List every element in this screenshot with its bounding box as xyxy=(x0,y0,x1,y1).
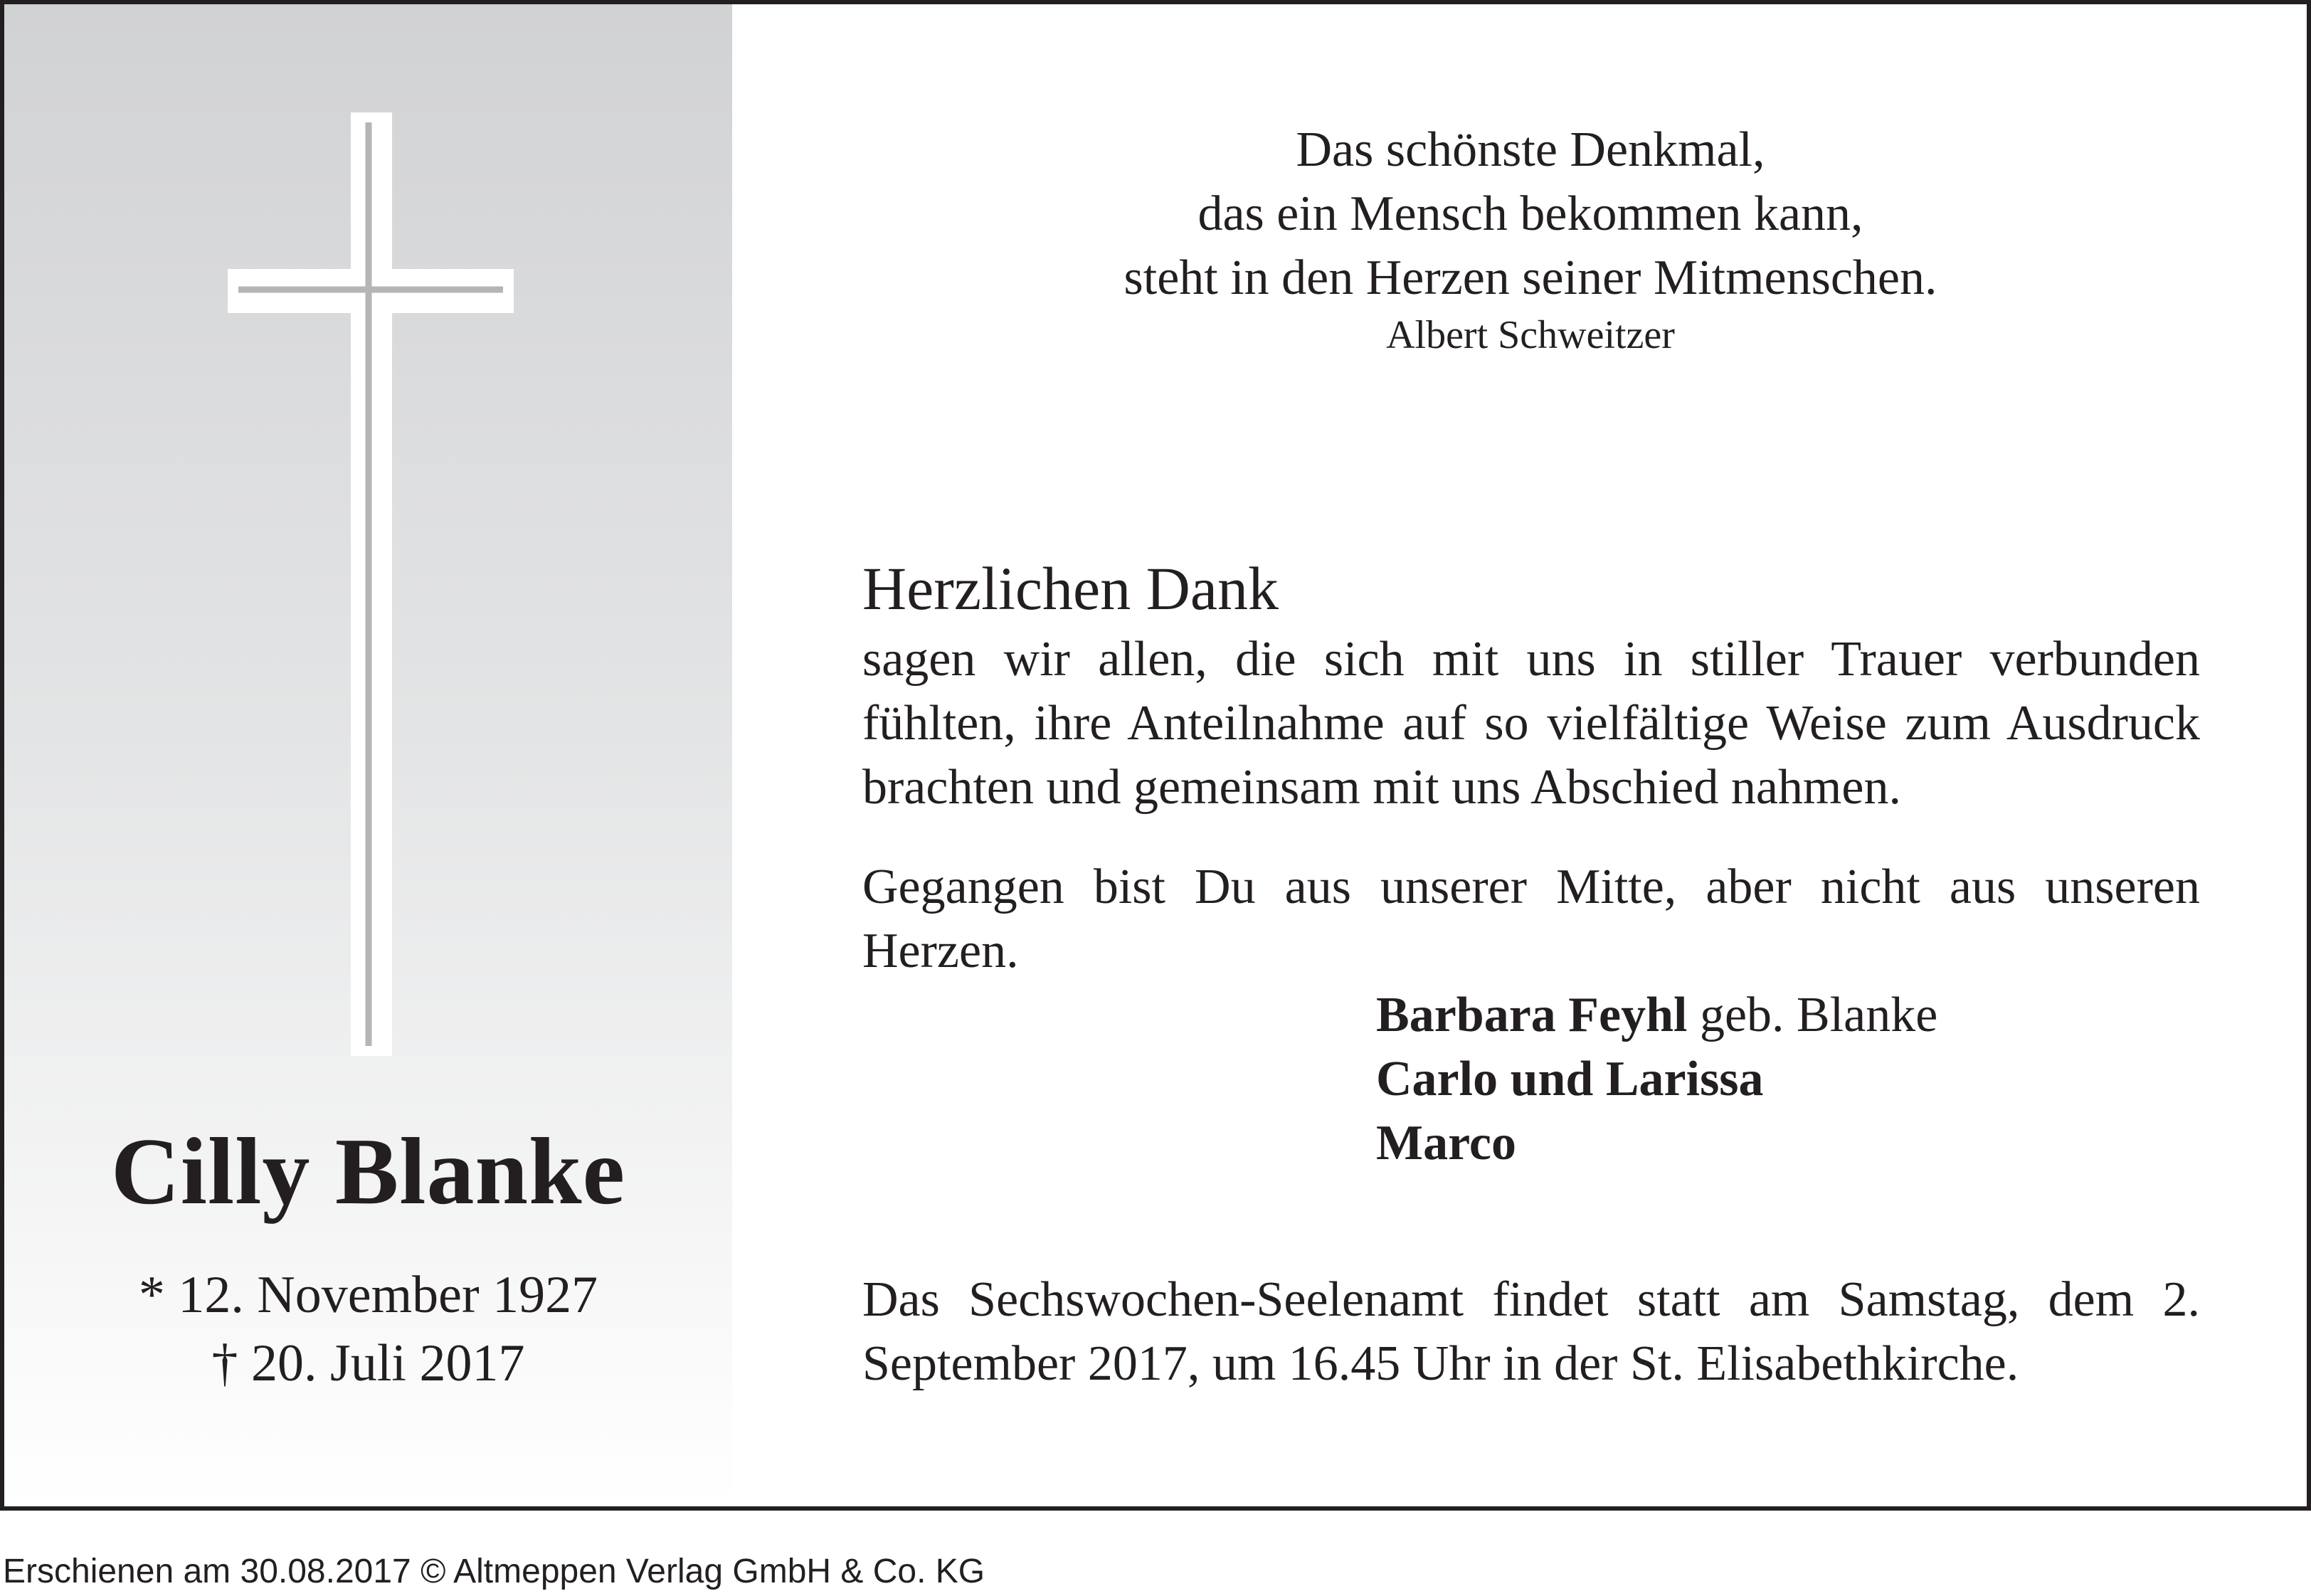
thanks-paragraph: sagen wir allen, die sich mit uns in stiller Trauer verbunden fühlten, ihre Anteilnahme auf so vielfältige Weise zum Ausdruck brachten und gemeinsam mit uns Abschied nahmen. xyxy=(862,632,2200,815)
farewell-paragraph: Gegangen bist Du aus unserer Mitte, aber nicht aus unseren Herzen. xyxy=(862,860,2200,978)
quote-author: Albert Schweitzer xyxy=(1386,313,1675,357)
left-panel xyxy=(4,4,732,1506)
publication-footer: Erschienen am 30.08.2017 © Altmeppen Verlag GmbH & Co. KG xyxy=(3,1553,985,1590)
quote-line: das ein Mensch bekommen kann, xyxy=(1197,186,1863,241)
quote-line: Das schönste Denkmal, xyxy=(1296,122,1765,177)
cross-icon xyxy=(4,4,732,1072)
quote xyxy=(879,118,2182,310)
signature-line xyxy=(1376,1047,1764,1111)
signature-line xyxy=(1376,983,1937,1047)
thanks-heading: Herzlichen Dank xyxy=(862,554,1279,623)
signature-name: Carlo und Larissa xyxy=(1376,1052,1764,1106)
deceased-name: Cilly Blanke xyxy=(110,1119,626,1224)
service-note: Das Sechswochen-Seelenamt findet statt am Samstag, dem 2. September 2017, um 16.45 Uhr in der St. Elisabethkirche. xyxy=(862,1272,2200,1391)
birth-date: * 12. November 1927 xyxy=(138,1266,598,1324)
quote-line: steht in den Herzen seiner Mitmenschen. xyxy=(1123,250,1937,305)
signature-line xyxy=(1376,1111,1516,1175)
signature-name: Barbara Feyhl xyxy=(1376,988,1688,1042)
signature-name: Marco xyxy=(1376,1116,1516,1170)
signature-suffix: geb. Blanke xyxy=(1687,988,1938,1042)
death-date: † 20. Juli 2017 xyxy=(211,1334,525,1392)
